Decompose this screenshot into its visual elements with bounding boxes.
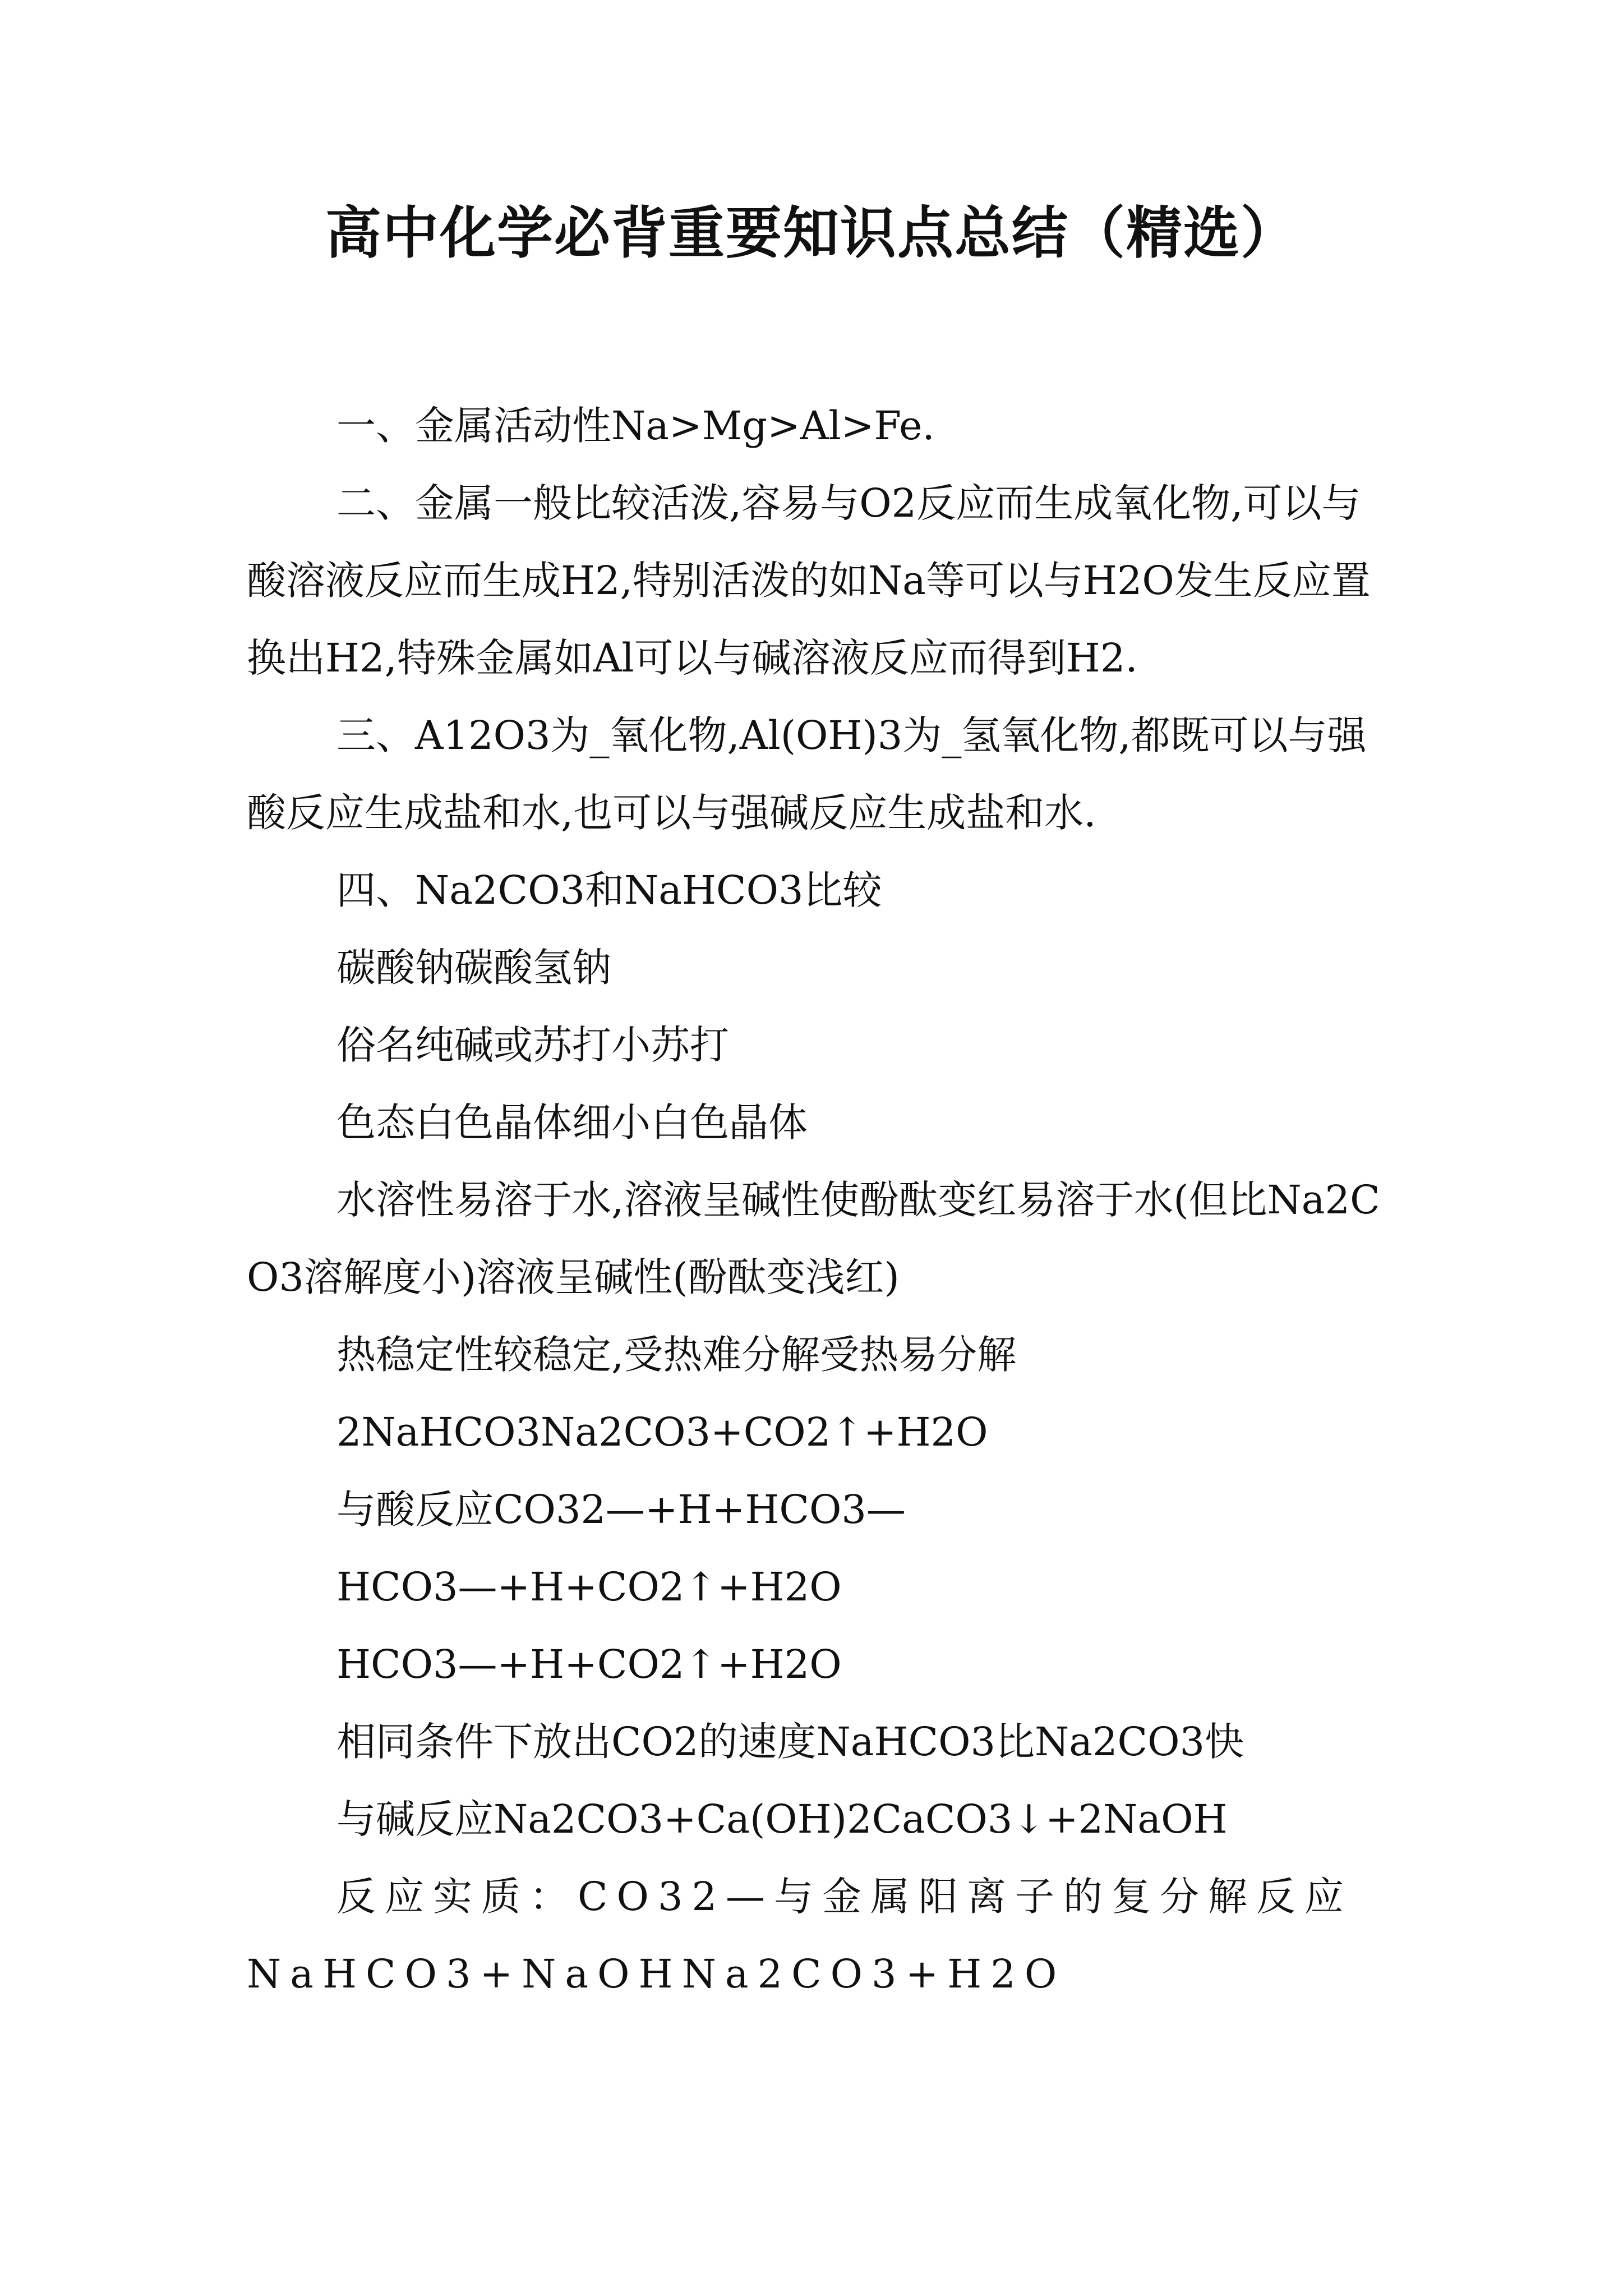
paragraph-names: 碳酸钠碳酸氢钠 bbox=[336, 945, 611, 991]
paragraph-solubility: 水溶性易溶于水,溶液呈碱性使酚酞变红易溶于水(但比Na2CO3溶解度小)溶液呈碱性(酚酞变浅红) bbox=[247, 1177, 1380, 1300]
paragraph-metal-activity: 一、金属活动性Na>Mg>Al>Fe. bbox=[336, 403, 935, 449]
paragraph-amphoteric: 三、A12O3为_氧化物,Al(OH)3为_氢氧化物,都既可以与强酸反应生成盐和水,也可以与强碱反应生成盐和水. bbox=[247, 712, 1367, 836]
paragraph-acid-reaction: 与酸反应CO32—+H+HCO3— bbox=[336, 1487, 906, 1533]
document-body bbox=[247, 387, 1391, 2013]
paragraph-comparison-heading: 四、Na2CO3和NaHCO3比较 bbox=[336, 867, 882, 913]
paragraph-common-names: 俗名纯碱或苏打小苏打 bbox=[336, 1022, 729, 1068]
paragraph-metal-reactivity: 二、金属一般比较活泼,容易与O2反应而生成氧化物,可以与酸溶液反应而生成H2,特别活泼的如Na等可以与H2O发生反应置换出H2,特殊金属如Al可以与碱溶液反应而得到H2. bbox=[247, 480, 1371, 681]
paragraph-bicarbonate-equation-2: HCO3—+H+CO2↑+H2O bbox=[336, 1641, 842, 1687]
paragraph-release-rate: 相同条件下放出CO2的速度NaHCO3比Na2CO3快 bbox=[336, 1719, 1244, 1765]
paragraph-bicarbonate-equation-1: HCO3—+H+CO2↑+H2O bbox=[336, 1564, 842, 1610]
document-title: 高中化学必背重要知识点总结（精选） bbox=[325, 200, 1298, 266]
paragraph-thermal-stability: 热稳定性较稳定,受热难分解受热易分解 bbox=[336, 1332, 1017, 1378]
paragraph-reaction-essence: 反应实质：CO32—与金属阳离子的复分解反应NaHCO3+NaOHNa2CO3+H2O bbox=[247, 1874, 1353, 1997]
paragraph-decomposition-equation: 2NaHCO3Na2CO3+CO2↑+H2O bbox=[336, 1409, 988, 1455]
paragraph-appearance: 色态白色晶体细小白色晶体 bbox=[336, 1099, 808, 1145]
paragraph-base-reaction: 与碱反应Na2CO3+Ca(OH)2CaCO3↓+2NaOH bbox=[336, 1796, 1228, 1842]
